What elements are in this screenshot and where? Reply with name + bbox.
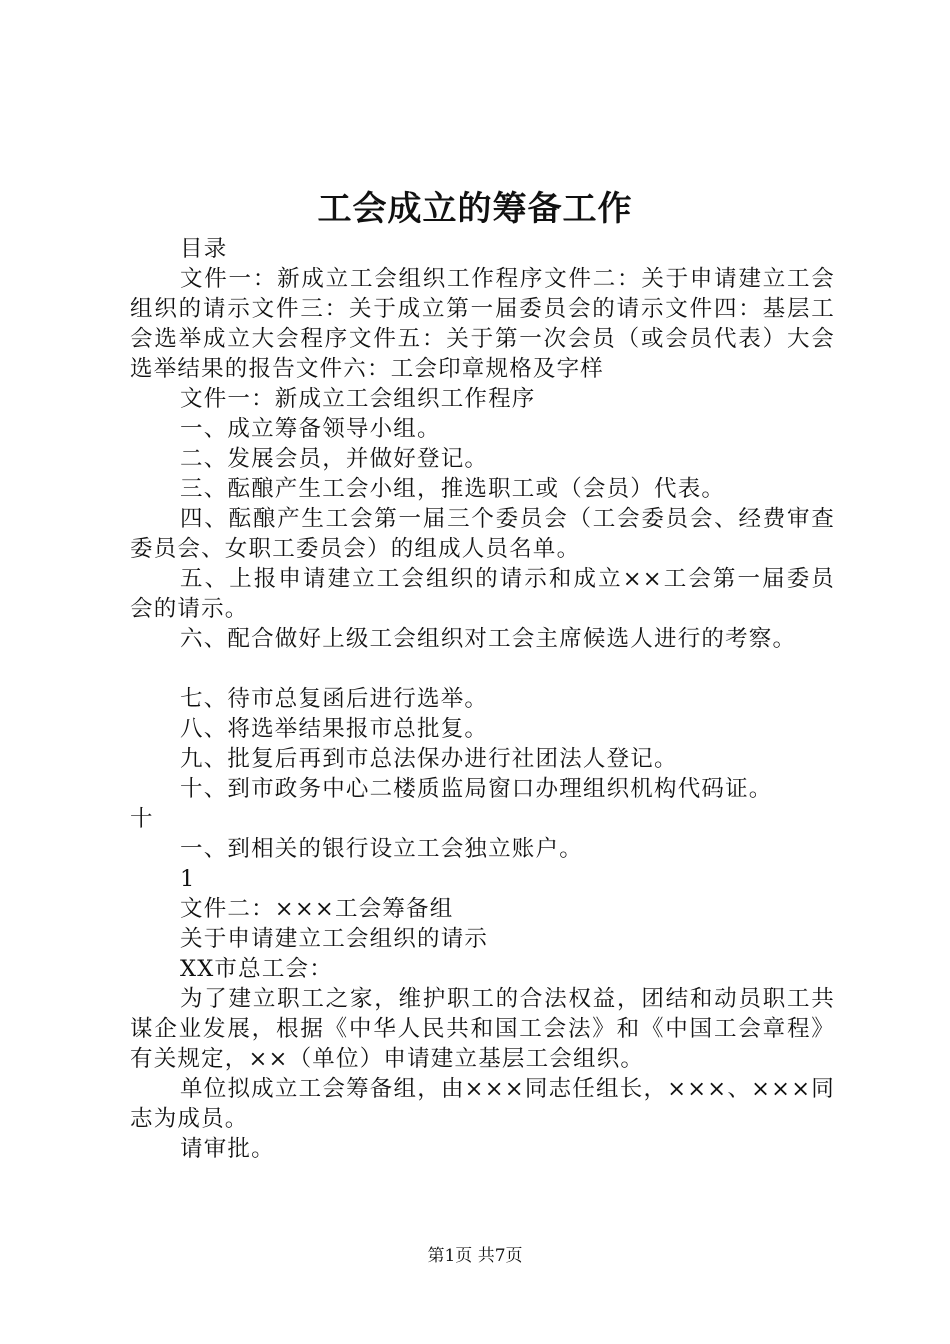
page-footer: 第1页 共7页 [427, 1246, 523, 1266]
list-item: 六、配合做好上级工会组织对工会主席候选人进行的考察。 [180, 626, 797, 652]
body-paragraph: 单位拟成立工会筹备组，由×××同志任组长，×××、×××同志为成员。 [130, 1076, 835, 1132]
list-item: 一、到相关的银行设立工会独立账户。 [180, 836, 583, 862]
closing-line: 请审批。 [180, 1136, 275, 1162]
list-item-fragment: 十 [130, 806, 154, 832]
body-paragraph: 为了建立职工之家，维护职工的合法权益，团结和动员职工共谋企业发展，根据《中华人民共和国工会法》和《中国工会章程》有关规定，××（单位）申请建立基层工会组织。 [130, 986, 835, 1072]
list-item: 七、待市总复函后进行选举。 [180, 686, 489, 712]
list-item: 五、上报申请建立工会组织的请示和成立××工会第一届委员会的请示。 [130, 566, 835, 622]
list-item: 一、成立筹备领导小组。 [180, 416, 441, 442]
toc-heading: 目录 [180, 236, 228, 262]
list-item: 四、酝酿产生工会第一届三个委员会（工会委员会、经费审查委员会、女职工委员会）的组成人员名单。 [130, 506, 835, 562]
list-item: 三、酝酿产生工会小组，推选职工或（会员）代表。 [180, 476, 726, 502]
request-title: 关于申请建立工会组织的请示 [180, 926, 489, 952]
salutation: XX市总工会： [180, 956, 333, 982]
section-heading: 文件一：新成立工会组织工作程序 [180, 386, 536, 412]
list-item: 十、到市政务中心二楼质监局窗口办理组织机构代码证。 [180, 776, 773, 802]
document-body [130, 234, 835, 1164]
list-item: 二、发展会员，并做好登记。 [180, 446, 489, 472]
list-item: 八、将选举结果报市总批复。 [180, 716, 489, 742]
toc-list: 文件一：新成立工会组织工作程序文件二：关于申请建立工会组织的请示文件三：关于成立第一届委员会的请示文件四：基层工会选举成立大会程序文件五：关于第一次会员（或会员代表）大会选举结果的报告文件六：工会印章规格及字样 [130, 266, 835, 382]
blank-line [130, 654, 835, 684]
section-heading: 文件二：×××工会筹备组 [180, 896, 454, 922]
inline-page-number: 1 [180, 866, 196, 892]
document-title: 工会成立的筹备工作 [317, 189, 633, 229]
list-item: 九、批复后再到市总法保办进行社团法人登记。 [180, 746, 678, 772]
